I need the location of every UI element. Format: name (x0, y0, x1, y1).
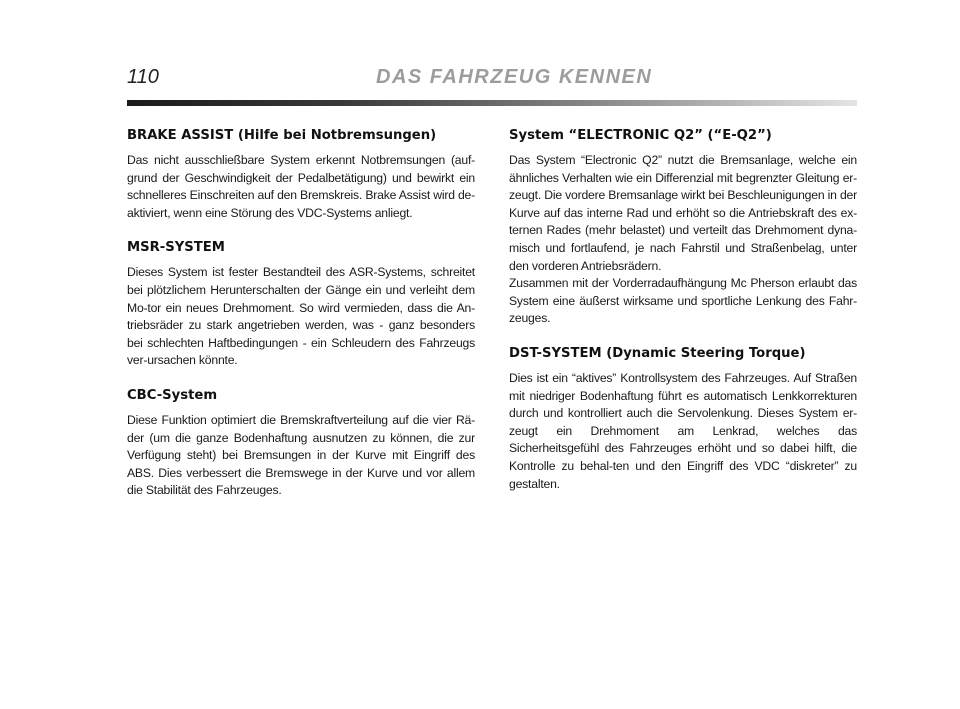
section-heading: MSR-SYSTEM (127, 240, 225, 256)
right-column (509, 128, 857, 511)
left-column (127, 128, 475, 518)
paragraph: Das nicht ausschließbare System erkennt Notbremsungen (auf-grund der Geschwindigkeit der Pedalbetätigung) und bewirkt ein schnelleres Einschreiten auf den Bremskreis. Brake Assist wird de-aktiviert, wenn eine Störung des VDC-Systems anliegt. (127, 153, 475, 220)
electronic-q2-section (509, 128, 857, 328)
paragraph: Diese Funktion optimiert die Bremskraftverteilung auf die vier Rä-der (um die ganze Bodenhaftung ausnutzen zu können, die zur Verfügung steht) bei Bremsungen in der Kurve mit Eingriff des ABS. Dies verbessert die Bremswege in der Kurve und vor allem die Stabilität des Fahrzeuges. (127, 412, 475, 498)
header-rule (127, 100, 857, 106)
paragraph: Dieses System ist fester Bestandteil des ASR-Systems, schreitet bei plötzlichem Herunterschalten der Gänge ein und verleiht dem Mo-tor ein neues Drehmoment. So wird vermieden, dass die An-triebsräder zu stark angetrieben werden, was - ganz besonders bei schlechten Haftbedingungen - ein Schleudern des Fahrzeugs ver-ursachen könnte. (127, 265, 475, 368)
paragraph: Dies ist ein “aktives” Kontrollsystem des Fahrzeuges. Auf Straßen mit niedriger Bodenhaftung führt es automatisch Lenkkorrekturen durch und kontrolliert auch die Servolenkung. Dieses System er-zeugt ein Drehmoment am Lenkrad, welches das Sicherheitsgefühl des Fahrzeuges erhöht und so dabei hilft, die Kontrolle zu behal-ten und den Eingriff des VDC “diskreter” zu gestalten. (509, 370, 857, 491)
section-heading: BRAKE ASSIST (Hilfe bei Notbremsungen) (127, 128, 437, 143)
paragraph: Das System “Electronic Q2” nutzt die Bremsanlage, welche ein ähnliches Verhalten wie ein Differenzial mit begrenzter Gleitung er-zeugt. Die vordere Bremsanlage wirkt bei Beschleunigungen in der Kurve auf das interne Rad und erhöht so die Antriebskraft des ex-ternen Rades (mehr belastet) und verteilt das Drehmoment dyna-misch und fortlaufend, je nach Fahrstil und Straßenbelag, unter den vorderen Antriebsrädern. (509, 153, 857, 273)
page-number: 110 (127, 66, 159, 88)
section-heading: DST-SYSTEM (Dynamic Steering Torque) (509, 345, 806, 361)
brake-assist-section (127, 128, 475, 222)
paragraph: Zusammen mit der Vorderradaufhängung Mc Pherson erlaubt das System eine äußerst wirksame und sportliche Lenkung des Fahr-zeuges. (509, 276, 857, 326)
cbc-system-section (127, 388, 475, 500)
section-title: DAS FAHRZEUG KENNEN (376, 66, 653, 88)
dst-system-section (509, 346, 857, 493)
msr-system-section (127, 240, 475, 370)
section-heading: CBC-System (127, 387, 218, 403)
section-heading: System “ELECTRONIC Q2” (“E-Q2”) (509, 128, 772, 143)
